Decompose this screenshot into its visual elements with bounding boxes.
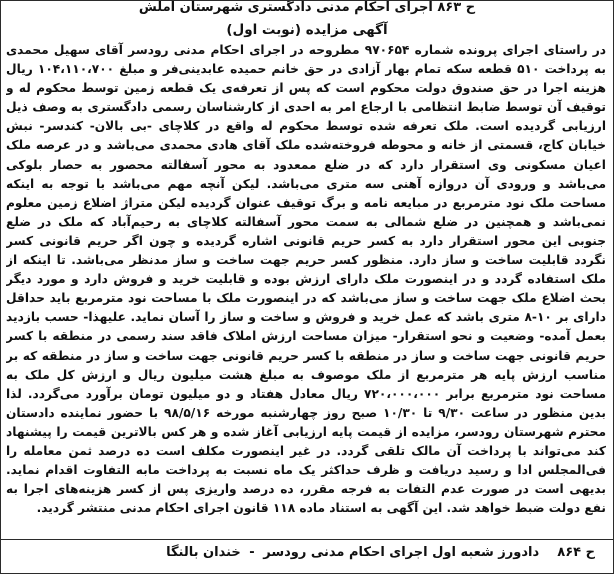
footer-signatory: خندان بالنگا [166, 545, 241, 560]
notice-footer [1, 539, 613, 573]
footer-code: ح ۸۶۴ [557, 545, 595, 560]
footer-office: دادورز شعبه اول اجرای احکام مدنی رودسر [263, 545, 540, 560]
notice-header: ح ۸۶۳ اجرای احکام مدنی دادگستری شهرستان املش [138, 1, 476, 15]
notice-body: در راستای اجرای پرونده شماره ۹۷۰۶۵۴ مطروحه در اجرای احکام مدنی رودسر آقای سهیل محمدی به پرداخت ۵۱۰ قطعه سکه تمام بهار آزادی در حق خانم حمیده عابدینی‌فر و مبلغ ۱۰۴،۱۱۰،۷۰۰ ریال هزینه اجرا در حق صندوق دولت محکوم است که پس از تعرفه‌ی یک قطعه زمین توسط محکوم له و توقیف آن توسط ضابط انتظامی با ارجاع امر به احدی از کارشناسان رسمی دادگستری به وصف ذیل ارزیابی گردیده است. ملک تعرفه شده توسط محکوم له واقع در کلاچای -بی بالان- کندسر- نبش خیابان کاج، قسمتی از خانه و محوطه فروخته‌شده ملک آقای هادی محمدی می‌باشد و در عرصه ملک اعیان مسکونی وی استقرار دارد که در ضلع ممعدود به محور آسفالته محصور به حصار بلوکی می‌باشد و ورودی آن دروازه آهنی سه متری می‌باشد. لیکن آنچه مهم می‌باشد با توجه به اینکه مساحت ملک نود مترمربع در مبایعه نامه و برگ توقیف عنوان گردیده لیکن متراژ اضلاع زمین معلوم نمی‌باشد و همچنین در ضلع شمالی به سمت محور آسفالته کلاچای به رحیم‌آباد که ملک در ضلع جنوبی این محور استقرار دارد به کسر حریم قانونی اشاره گردیده و چون اگر حریم قانونی کسر نگردد قابلیت ساخت و ساز دارد. منظور کسر حریم جهت ساخت و ساز مدنظر می‌باشد. تا اینکه از ملک استفاده گردد و در اینصورت ملک دارای ارزش بوده و قابلیت خرید و فروش دارد و مورد دیگر بحث اضلاع ملک جهت ساخت و ساز می‌باشد که در اینصورت ملک با مساحت نود مترمربع باید حداقل دارای بر ۱۰-۸ متری باشد که عمل خرید و فروش و ساخت و ساز را آسان نماید. علیهذا- حسب بازدید بعمل آمده- وضعیت و نحو استقرار- میزان مساحت ارزش املاک فاقد سند رسمی در منطقه با کسر حریم قانونی جهت ساخت و ساز در منطقه با کسر حریم قانونی جهت ساخت و ساز در منطقه که بر مناسب ارزش پایه هر مترمربع از ملک موصوف به مبلغ هشت میلیون ریال و ارزش کل ملک به مساحت نود مترمربع برابر ۷۲۰،۰۰۰،۰۰۰ ریال معادل هفتاد و دو میلیون تومان برآورد می‌گردد. لذا بدین منظور در ساعت ۹/۳۰ تا ۱۰/۳۰ صبح روز چهارشنبه مورخه ۹۸/۵/۱۶ با حضور نماینده دادستان محترم شهرستان رودسر، مزایده از قیمت پایه ارزیابی آغاز شده و هر کس بالاترین قیمت را پیشنهاد کند می‌تواند با پرداخت آن مالک تلقی گردد. در غیر اینصورت مکلف است ده درصد ثمن معامله را فی‌المجلس ادا و رسید دریافت و ظرف حداکثر یک ماه نسبت به پرداخت مابه التفاوت اقدام نماید. بدیهی است در صورت عدم التفات به فرجه مقرر، ده درصد واریزی پس از کسر هزینه‌های اجرا به نفع دولت ضبط خواهد شد. این آگهی به استناد ماده ۱۱۸ قانون اجرای احکام مدنی منتشر گردید. [6, 43, 606, 516]
footer-separator: - [249, 545, 255, 560]
notice-title: آگهی مزایده (نوبت اول) [226, 22, 388, 38]
